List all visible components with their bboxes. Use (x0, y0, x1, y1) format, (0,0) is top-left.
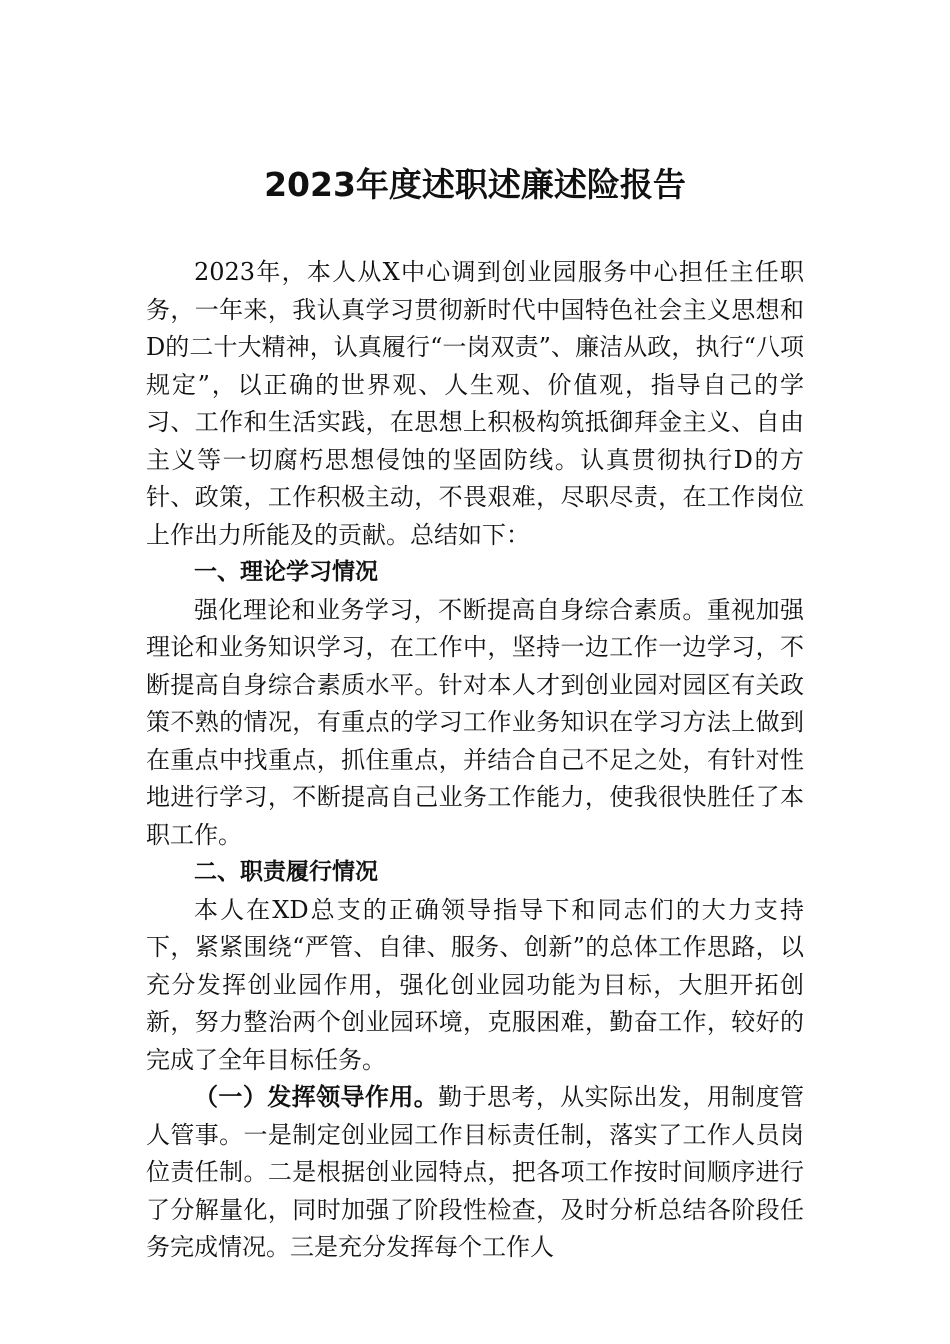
intro-paragraph: 2023年，本人从X中心调到创业园服务中心担任主任职务，一年来，我认真学习贯彻新时代中国特色社会主义思想和D的二十大精神，认真履行“一岗双责”、廉洁从政，执行“八项规定”，以正确的世界观、人生观、价值观，指导自己的学习、工作和生活实践，在思想上积极构筑抵御拜金主义、自由主义等一切腐朽思想侵蚀的坚固防线。认真贯彻执行D的方针、政策，工作积极主动，不畏艰难，尽职尽责，在工作岗位上作出力所能及的贡献。总结如下： (146, 258, 804, 549)
document-title: 2023年度述职述廉述险报告 (264, 165, 686, 204)
subsection-paragraph-leadership (146, 1079, 804, 1267)
section-heading-theory-study: 一、理论学习情况 (194, 559, 378, 585)
section-heading-duty-performance: 二、职责履行情况 (194, 859, 378, 885)
section-paragraph-theory-study: 强化理论和业务学习，不断提高自身综合素质。重视加强理论和业务知识学习，在工作中，坚持一边工作一边学习，不断提高自身综合素质水平。针对本人才到创业园对园区有关政策不熟的情况，有重点的学习工作业务知识在学习方法上做到在重点中找重点，抓住重点，并结合自己不足之处，有针对性地进行学习，不断提高自己业务工作能力，使我很快胜任了本职工作。 (146, 595, 804, 849)
subsection-lead-leadership: （一）发挥领导作用。 (194, 1083, 439, 1111)
document-body (146, 254, 804, 1267)
subsection-text-leadership: 勤于思考，从实际出发，用制度管人管事。一是制定创业园工作目标责任制，落实了工作人员岗位责任制。二是根据创业园特点，把各项工作按时间顺序进行了分解量化，同时加强了阶段性检查，及时分析总结各阶段任务完成情况。三是充分发挥每个工作人 (146, 1083, 805, 1261)
section-paragraph-duty-performance: 本人在XD总支的正确领导指导下和同志们的大力支持下，紧紧围绕“严管、自律、服务、创新”的总体工作思路，以充分发挥创业园作用，强化创业园功能为目标，大胆开拓创新，努力整治两个创业园环境，克服困难，勤奋工作，较好的完成了全年目标任务。 (146, 895, 804, 1074)
